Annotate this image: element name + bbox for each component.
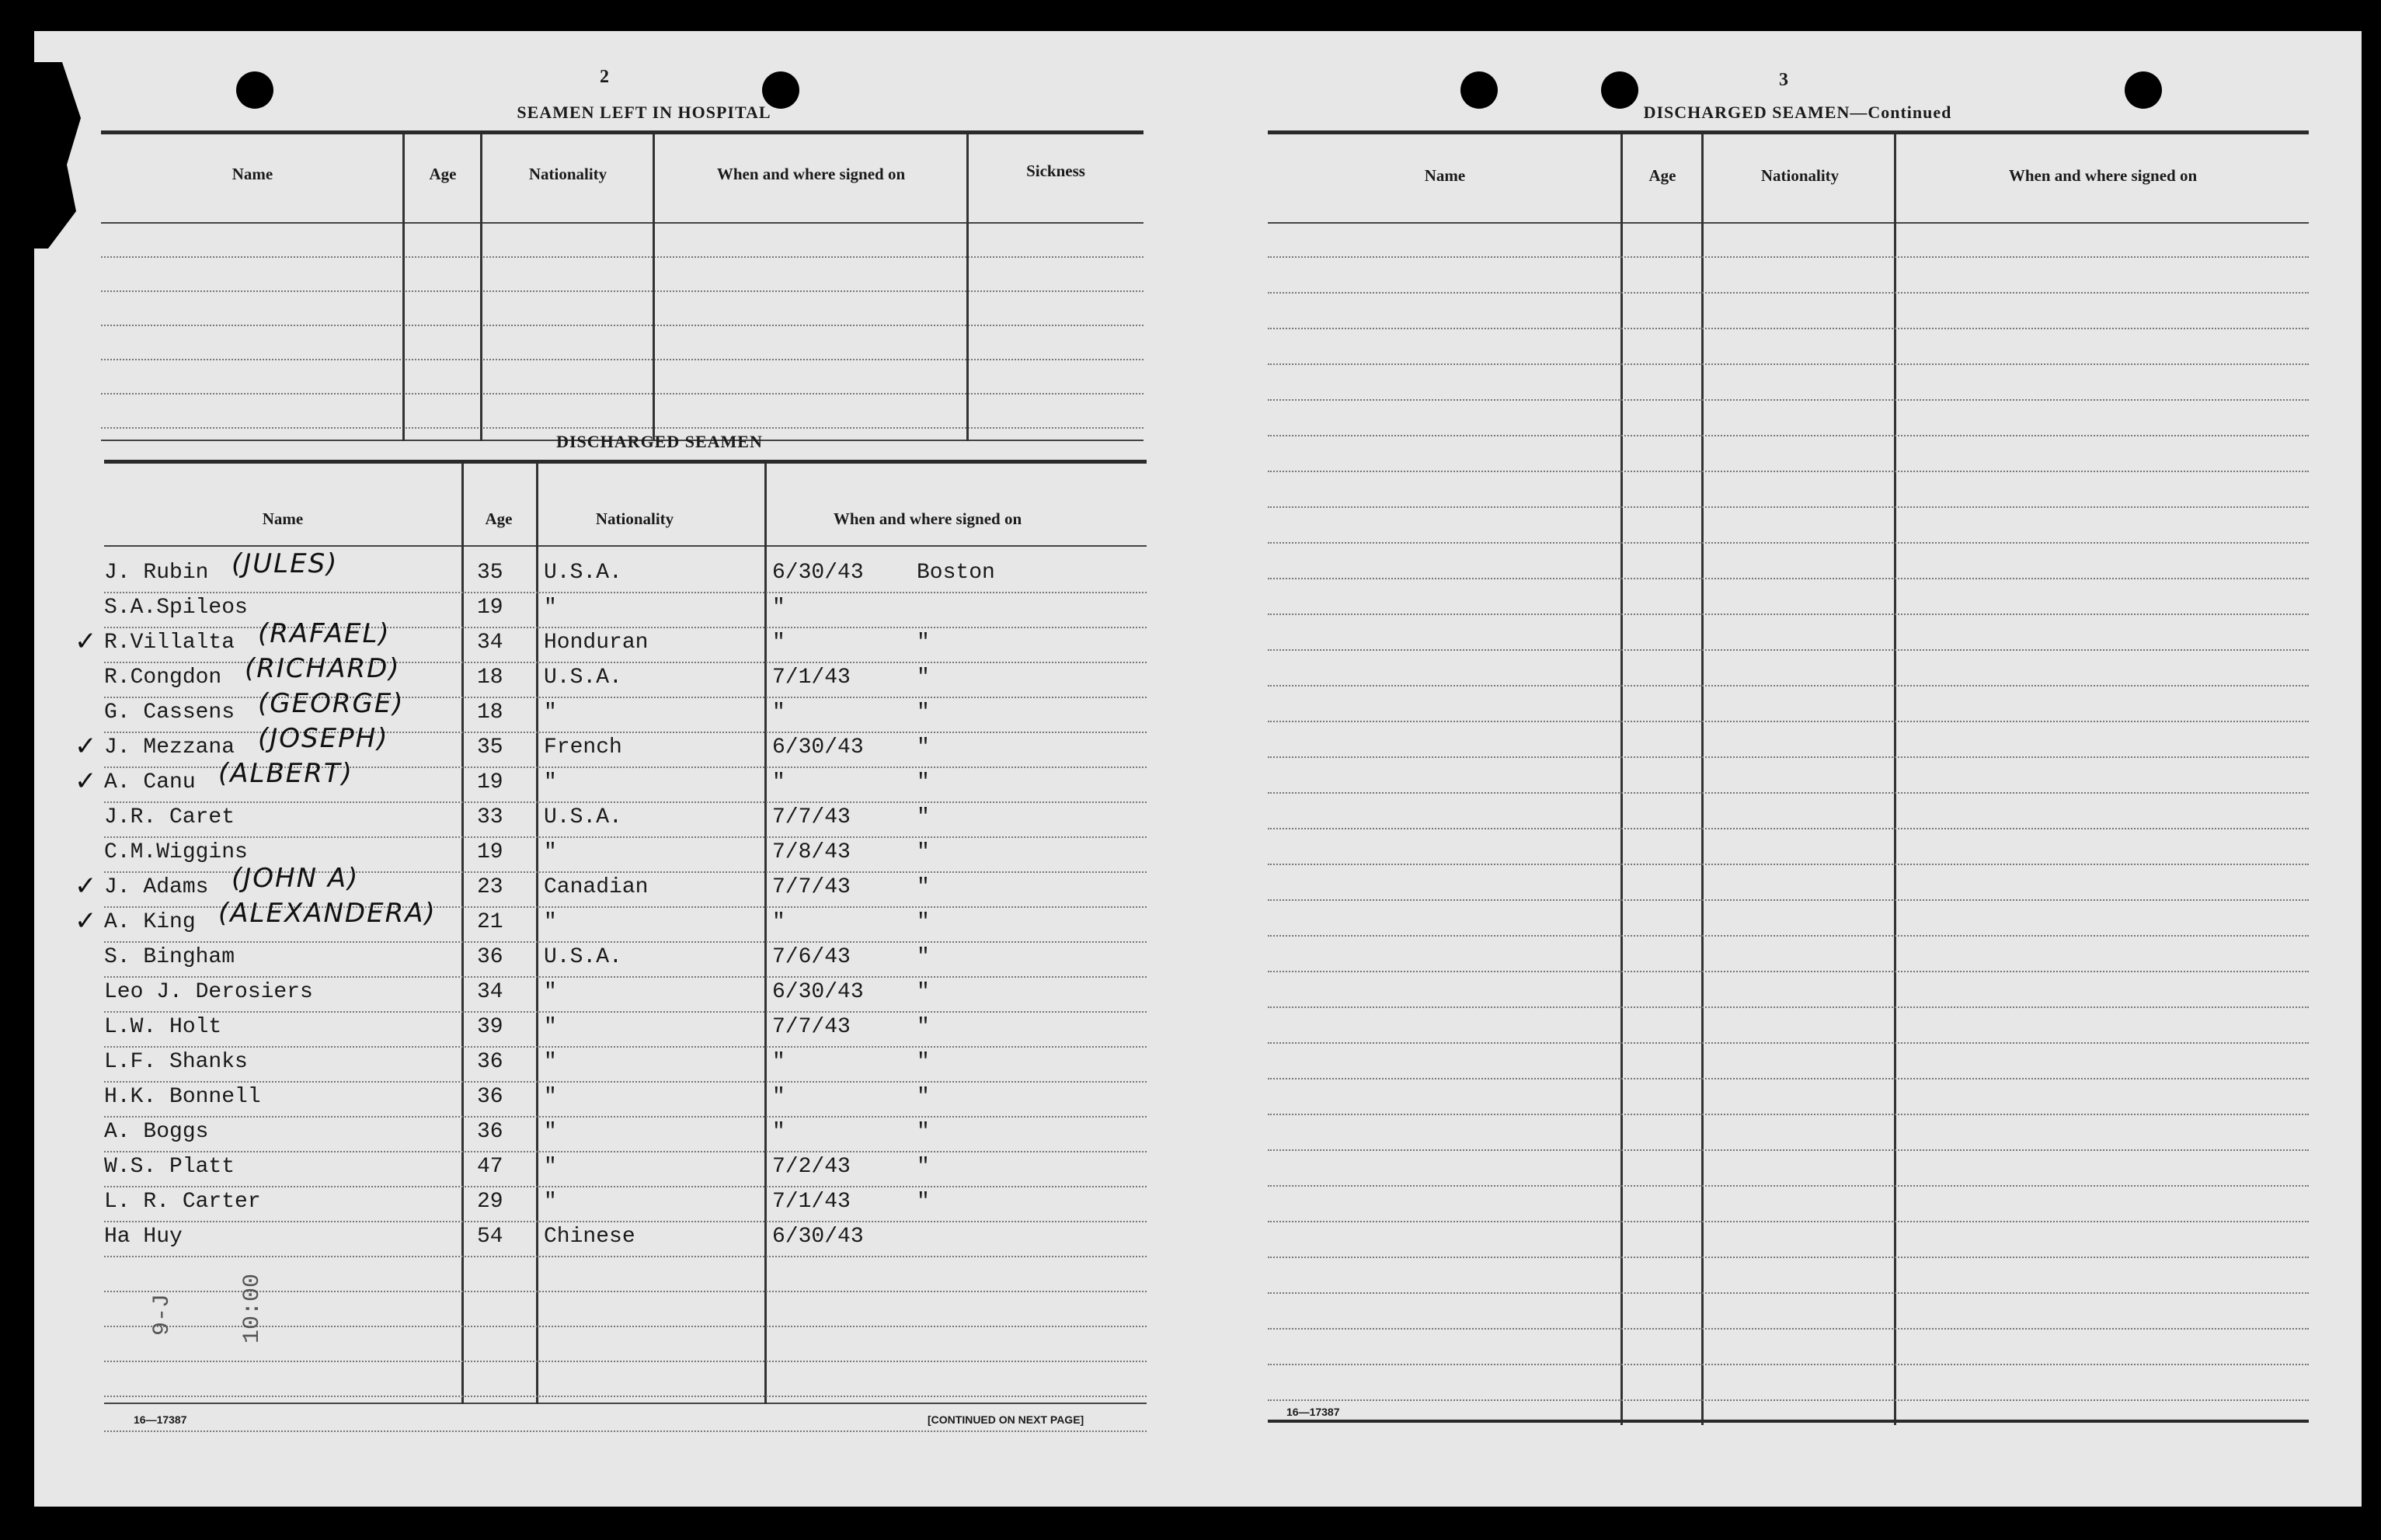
seaman-nationality: U.S.A. (544, 666, 622, 690)
seaman-name: J.R. Caret (104, 805, 235, 829)
signed-on-place: " (917, 1155, 930, 1179)
signed-on-place: " (917, 735, 930, 760)
continued-col-name: Name (1424, 166, 1466, 185)
signed-on-date: 7/7/43 (772, 1015, 851, 1039)
torn-corner (34, 62, 81, 249)
signed-on-date: 7/1/43 (772, 666, 851, 690)
seaman-nationality: " (544, 910, 557, 934)
seaman-name: R.Villalta (104, 631, 235, 655)
signed-on-date: 6/30/43 (772, 561, 864, 585)
signed-on-date: 7/1/43 (772, 1190, 851, 1214)
seaman-name: G. Cassens (104, 700, 235, 725)
date-stamp: 9-J (149, 1293, 176, 1336)
time-stamp: 10:00 (239, 1273, 266, 1344)
punch-hole (2125, 71, 2162, 109)
seaman-age: 35 (477, 561, 503, 585)
check-mark: ✓ (75, 766, 97, 797)
seaman-name: H.K. Bonnell (104, 1085, 261, 1109)
seaman-age: 23 (477, 875, 503, 899)
signed-on-place: " (917, 980, 930, 1004)
seaman-age: 36 (477, 1085, 503, 1109)
signed-on-date: 6/30/43 (772, 735, 864, 760)
seaman-name: C.M.Wiggins (104, 840, 248, 864)
hospital-col-signed-on: When and where signed on (716, 165, 906, 183)
discharged-col-name: Name (262, 509, 304, 528)
signed-on-date: 6/30/43 (772, 980, 864, 1004)
signed-on-date: 7/7/43 (772, 805, 851, 829)
seaman-age: 19 (477, 596, 503, 620)
seaman-name: J. Adams (104, 875, 209, 899)
signed-on-date: 7/8/43 (772, 840, 851, 864)
check-mark: ✓ (75, 871, 97, 902)
signed-on-place: " (917, 910, 930, 934)
page-number-left: 2 (600, 67, 609, 87)
handwritten-name: (JOHN A) (231, 863, 360, 894)
seaman-name: L. R. Carter (104, 1190, 261, 1214)
seaman-nationality: " (544, 1085, 557, 1109)
signed-on-date: " (772, 910, 785, 934)
seaman-age: 47 (477, 1155, 503, 1179)
continued-section-title: DISCHARGED SEAMEN—Continued (1643, 103, 1952, 122)
seaman-name: Ha Huy (104, 1225, 183, 1249)
seaman-nationality: " (544, 1190, 557, 1214)
seaman-nationality: Honduran (544, 631, 649, 655)
seaman-nationality: " (544, 1050, 557, 1074)
signed-on-place: " (917, 875, 930, 899)
form-number-right: 16—17387 (1286, 1406, 1340, 1418)
seaman-age: 19 (477, 770, 503, 794)
seaman-name: J. Mezzana (104, 735, 235, 760)
signed-on-date: " (772, 770, 785, 794)
seaman-name: R.Congdon (104, 666, 222, 690)
signed-on-date: " (772, 700, 785, 725)
hospital-col-sickness: Sickness (1026, 162, 1085, 180)
seaman-nationality: " (544, 700, 557, 725)
seaman-name: A. Boggs (104, 1120, 209, 1144)
handwritten-name: (JULES) (231, 548, 339, 579)
seaman-age: 34 (477, 631, 503, 655)
hospital-section-title: SEAMEN LEFT IN HOSPITAL (517, 103, 771, 122)
seaman-nationality: Chinese (544, 1225, 635, 1249)
seaman-age: 21 (477, 910, 503, 934)
seaman-nationality: " (544, 1155, 557, 1179)
signed-on-place: " (917, 700, 930, 725)
punch-hole (1460, 71, 1498, 109)
seaman-name: J. Rubin (104, 561, 209, 585)
punch-hole (236, 71, 273, 109)
signed-on-place: " (917, 840, 930, 864)
seaman-age: 19 (477, 840, 503, 864)
discharged-table (75, 460, 1147, 1406)
page-number-right: 3 (1779, 70, 1788, 90)
seaman-name: S.A.Spileos (104, 596, 248, 620)
discharged-section-title: DISCHARGED SEAMEN (556, 432, 763, 451)
signed-on-date: 7/7/43 (772, 875, 851, 899)
seaman-name: S. Bingham (104, 945, 235, 969)
check-mark: ✓ (75, 906, 97, 937)
seaman-name: A. King (104, 910, 196, 934)
seaman-age: 18 (477, 666, 503, 690)
handwritten-name: (ALEXANDERA) (218, 898, 437, 929)
signed-on-date: " (772, 1120, 785, 1144)
check-mark: ✓ (75, 731, 97, 762)
seaman-age: 29 (477, 1190, 503, 1214)
hospital-col-age: Age (429, 165, 457, 183)
seaman-age: 34 (477, 980, 503, 1004)
seaman-age: 39 (477, 1015, 503, 1039)
seaman-age: 36 (477, 1120, 503, 1144)
signed-on-place: " (917, 805, 930, 829)
signed-on-date: 7/2/43 (772, 1155, 851, 1179)
seaman-nationality: " (544, 1015, 557, 1039)
seaman-nationality: U.S.A. (544, 561, 622, 585)
signed-on-place: " (917, 666, 930, 690)
seaman-name: Leo J. Derosiers (104, 980, 313, 1004)
seaman-name: L.F. Shanks (104, 1050, 248, 1074)
signed-on-date: " (772, 1050, 785, 1074)
signed-on-place: " (917, 631, 930, 655)
seaman-age: 36 (477, 1050, 503, 1074)
handwritten-name: (RAFAEL) (258, 618, 391, 649)
seaman-nationality: U.S.A. (544, 945, 622, 969)
handwritten-name: (JOSEPH) (258, 723, 389, 754)
signed-on-place: " (917, 1190, 930, 1214)
seaman-nationality: " (544, 770, 557, 794)
seaman-nationality: French (544, 735, 622, 760)
signed-on-place: Boston (917, 561, 995, 585)
continued-note: [CONTINUED ON NEXT PAGE] (928, 1413, 1084, 1426)
seaman-age: 18 (477, 700, 503, 725)
seaman-nationality: " (544, 1120, 557, 1144)
seaman-name: L.W. Holt (104, 1015, 222, 1039)
hospital-col-nationality: Nationality (528, 165, 607, 183)
continued-col-nationality: Nationality (1760, 166, 1840, 185)
signed-on-date: 6/30/43 (772, 1225, 864, 1249)
seaman-name: A. Canu (104, 770, 196, 794)
handwritten-name: (GEORGE) (258, 688, 405, 719)
seaman-nationality: Canadian (544, 875, 649, 899)
handwritten-name: (RICHARD) (245, 653, 401, 684)
continued-table (1268, 130, 2309, 1427)
signed-on-place: " (917, 1015, 930, 1039)
signed-on-place: " (917, 1120, 930, 1144)
seaman-age: 36 (477, 945, 503, 969)
seaman-name: W.S. Platt (104, 1155, 235, 1179)
discharged-col-nationality: Nationality (595, 509, 674, 528)
signed-on-date: " (772, 1085, 785, 1109)
hospital-table (101, 130, 1144, 443)
signed-on-place: " (917, 945, 930, 969)
hospital-col-name: Name (231, 165, 273, 183)
seaman-nationality: " (544, 980, 557, 1004)
seaman-nationality: " (544, 840, 557, 864)
signed-on-place: " (917, 1050, 930, 1074)
discharged-col-age: Age (485, 509, 513, 528)
form-number-left: 16—17387 (134, 1413, 187, 1426)
seaman-nationality: U.S.A. (544, 805, 622, 829)
continued-col-signed-on: When and where signed on (2008, 166, 2198, 185)
seaman-nationality: " (544, 596, 557, 620)
check-mark: ✓ (75, 626, 97, 657)
continued-col-age: Age (1648, 166, 1676, 185)
seaman-age: 54 (477, 1225, 503, 1249)
signed-on-date: " (772, 596, 785, 620)
signed-on-place: " (917, 1085, 930, 1109)
seaman-age: 35 (477, 735, 503, 760)
discharged-col-signed-on: When and where signed on (833, 509, 1022, 528)
seaman-age: 33 (477, 805, 503, 829)
signed-on-place: " (917, 770, 930, 794)
signed-on-date: " (772, 631, 785, 655)
document-sheet (34, 31, 2362, 1507)
handwritten-name: (ALBERT) (218, 758, 353, 789)
signed-on-date: 7/6/43 (772, 945, 851, 969)
